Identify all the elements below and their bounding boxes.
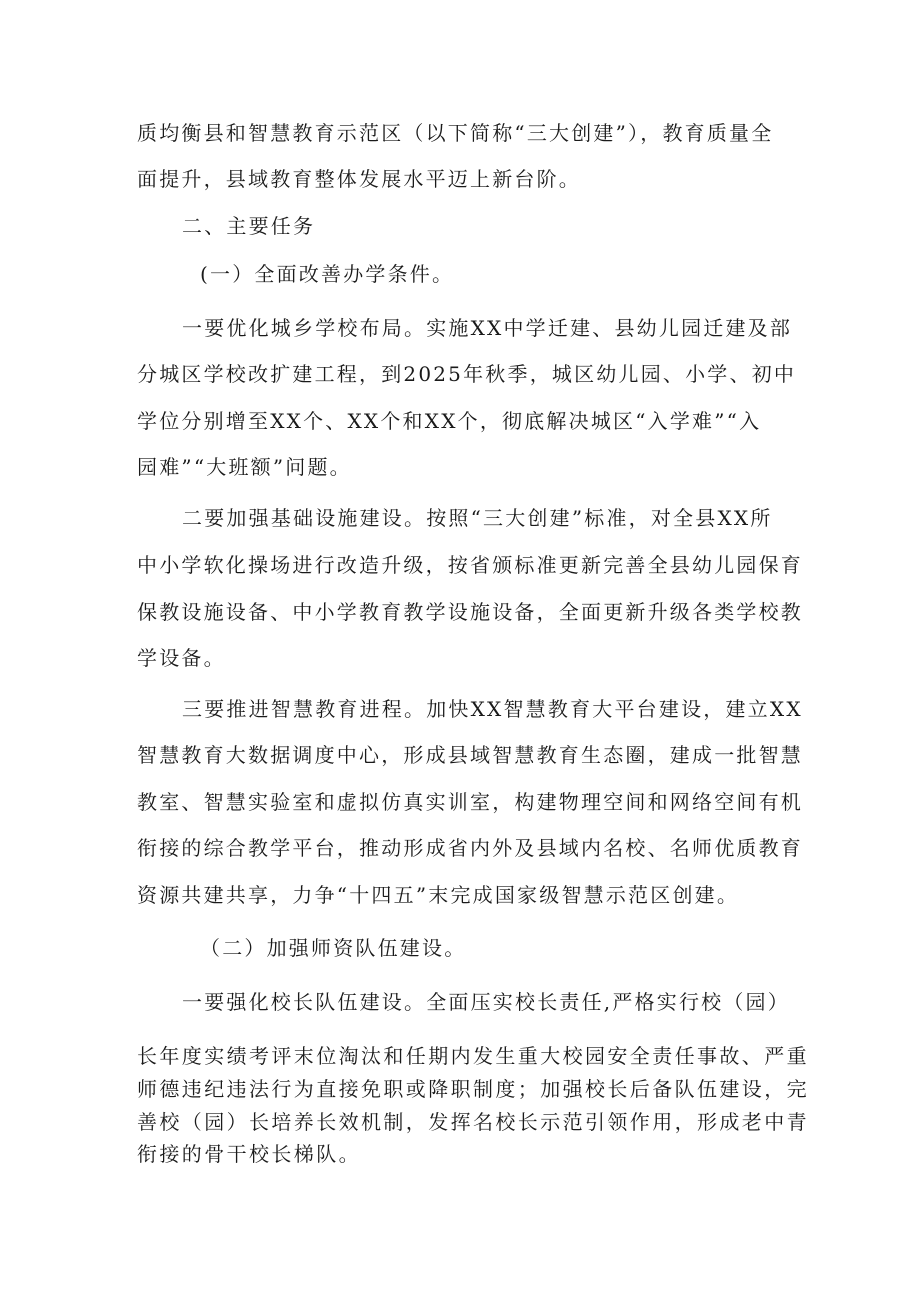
- text-line-13: 三要推进智慧教育进程。加快XX智慧教育大平台建设，建立XX: [182, 697, 803, 721]
- text-line-7: 学位分别增至XX个、XX个和XX个，彻底解决城区“入学难”“入: [137, 409, 762, 433]
- text-line-1: 质均衡县和智慧教育示范区（以下简称“三大创建”），教育质量全: [137, 121, 774, 145]
- text-line-12: 学设备。: [137, 646, 226, 670]
- text-line-20: 长年度实绩考评末位淘汰和任期内发生重大校园安全责任事故、严重: [137, 1044, 809, 1068]
- text-line-23: 衔接的骨干校长梯队。: [137, 1142, 361, 1166]
- text-line-21: 师德违纪违法行为直接免职或降职制度；加强校长后备队伍建设，完: [137, 1077, 809, 1101]
- text-line-19: 一要强化校长队伍建设。全面压实校长责任,严格实行校（园）: [182, 990, 790, 1014]
- text-line-2: 面提升，县域教育整体发展水平迈上新台阶。: [137, 167, 581, 191]
- section-heading: 二、主要任务: [182, 214, 316, 238]
- text-line-10: 中小学软化操场进行改造升级，按省颁标准更新完善全县幼儿园保育: [137, 553, 803, 577]
- text-line-15: 教室、智慧实验室和虚拟仿真实训室，构建物理空间和网络空间有机: [137, 790, 803, 814]
- text-line-5: 一要优化城乡学校布局。实施XX中学迁建、县幼儿园迁建及部: [182, 316, 793, 340]
- text-line-17: 资源共建共享，力争“十四五”末完成国家级智慧示范区创建。: [137, 883, 740, 907]
- text-line-11: 保教设施设备、中小学教育教学设施设备，全面更新升级各类学校教: [137, 600, 803, 624]
- subsection-heading-1: (一）全面改善办学条件。: [200, 262, 455, 286]
- text-line-8: 园难”“大班额”问题。: [137, 455, 352, 479]
- text-line-22: 善校（园）长培养长效机制，发挥名校长示范引领作用，形成老中青: [137, 1110, 809, 1134]
- text-line-9: 二要加强基础设施建设。按照“三大创建”标准，对全县XX所: [182, 506, 773, 530]
- text-line-16: 衔接的综合教学平台，推动形成省内外及县域内名校、名师优质教育: [137, 836, 803, 860]
- text-line-14: 智慧教育大数据调度中心，形成县域智慧教育生态圈，建成一批智慧: [137, 743, 803, 767]
- subsection-heading-2: （二）加强师资队伍建设。: [200, 936, 467, 960]
- text-line-6: 分城区学校改扩建工程，到2025年秋季，城区幼儿园、小学、初中: [137, 362, 797, 386]
